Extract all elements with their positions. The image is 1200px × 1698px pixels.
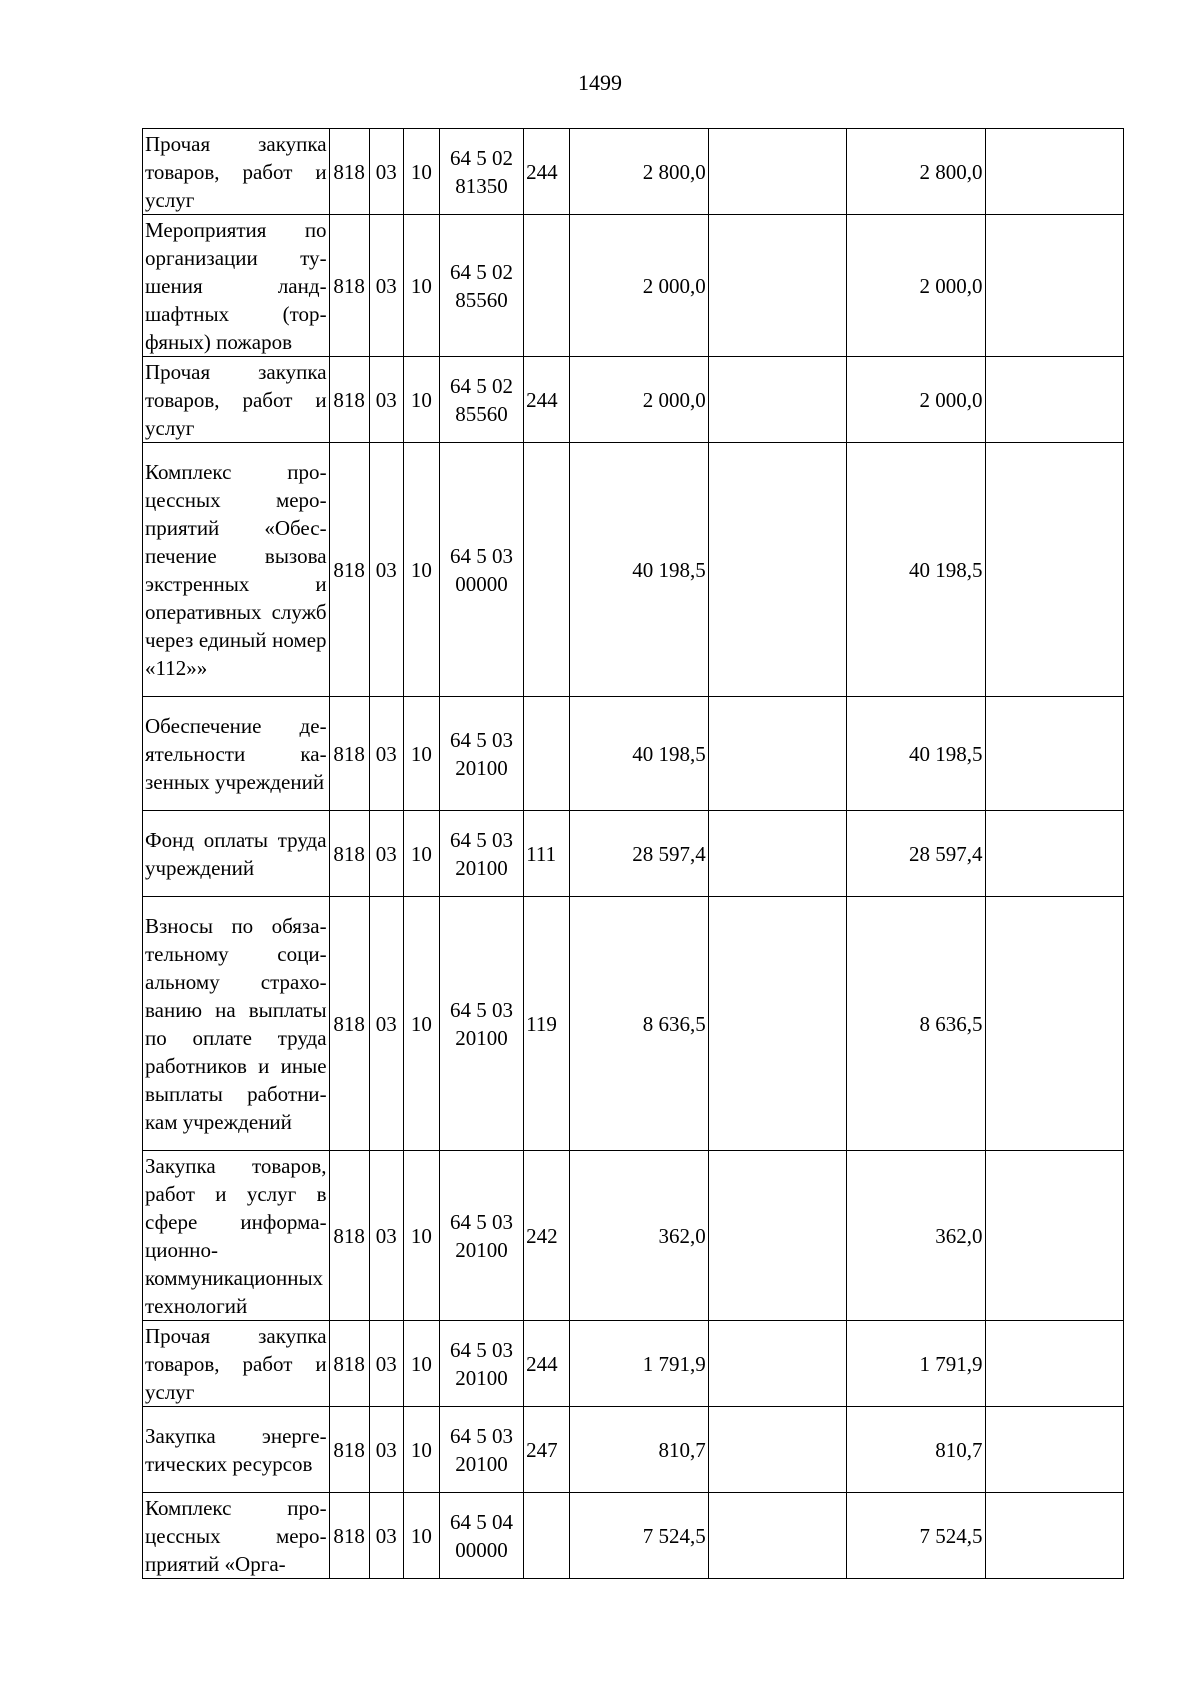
amount-cell	[985, 1407, 1123, 1493]
amount-cell: 28 597,4	[570, 811, 708, 897]
expense-type-code: 242	[524, 1151, 570, 1321]
amount-cell: 2 000,0	[847, 357, 985, 443]
expense-type-code	[524, 215, 570, 357]
item-name: Фонд оплаты труда учреждений	[143, 811, 330, 897]
expense-type-code: 247	[524, 1407, 570, 1493]
table-row	[143, 811, 1124, 897]
amount-cell	[985, 1493, 1123, 1579]
expense-type-code: 111	[524, 811, 570, 897]
target-article-code: 64 5 03 20100	[439, 1321, 523, 1407]
amount-cell	[708, 1321, 846, 1407]
target-article-code: 64 5 03 00000	[439, 443, 523, 697]
amount-cell	[985, 697, 1123, 811]
table-row	[143, 1321, 1124, 1407]
target-article-code: 64 5 03 20100	[439, 1407, 523, 1493]
subsection-code: 10	[403, 697, 439, 811]
expense-type-code: 244	[524, 357, 570, 443]
amount-cell	[985, 811, 1123, 897]
amount-cell: 40 198,5	[847, 697, 985, 811]
section-code: 03	[369, 1151, 403, 1321]
table-row	[143, 443, 1124, 697]
amount-cell: 362,0	[570, 1151, 708, 1321]
amount-cell: 1 791,9	[847, 1321, 985, 1407]
section-code: 03	[369, 1493, 403, 1579]
grbs-code: 818	[329, 897, 369, 1151]
amount-cell	[985, 215, 1123, 357]
item-name: Комплекс процессных мероприятий «Орга-	[143, 1493, 330, 1579]
amount-cell	[985, 357, 1123, 443]
grbs-code: 818	[329, 1493, 369, 1579]
amount-cell	[985, 443, 1123, 697]
item-name: Прочая закупка товаров, работ и услуг	[143, 1321, 330, 1407]
amount-cell	[708, 697, 846, 811]
item-name: Прочая закупка товаров, работ и услуг	[143, 129, 330, 215]
target-article-code: 64 5 02 85560	[439, 357, 523, 443]
table-row	[143, 1407, 1124, 1493]
subsection-code: 10	[403, 357, 439, 443]
table-row	[143, 897, 1124, 1151]
table-row	[143, 1493, 1124, 1579]
section-code: 03	[369, 811, 403, 897]
subsection-code: 10	[403, 215, 439, 357]
amount-cell: 2 000,0	[847, 215, 985, 357]
amount-cell: 810,7	[570, 1407, 708, 1493]
section-code: 03	[369, 357, 403, 443]
target-article-code: 64 5 02 81350	[439, 129, 523, 215]
item-name: Взносы по обязательному социальному страхованию на выплаты по оплате труда работников и иные выплаты работникам учреждений	[143, 897, 330, 1151]
item-name: Мероприятия по организации тушения ландшафтных (торфяных) пожаров	[143, 215, 330, 357]
grbs-code: 818	[329, 811, 369, 897]
grbs-code: 818	[329, 1407, 369, 1493]
grbs-code: 818	[329, 1151, 369, 1321]
amount-cell	[708, 129, 846, 215]
item-name: Прочая закупка товаров, работ и услуг	[143, 357, 330, 443]
amount-cell: 40 198,5	[847, 443, 985, 697]
section-code: 03	[369, 443, 403, 697]
expense-type-code	[524, 697, 570, 811]
section-code: 03	[369, 1407, 403, 1493]
expense-type-code: 244	[524, 1321, 570, 1407]
subsection-code: 10	[403, 811, 439, 897]
amount-cell	[708, 215, 846, 357]
subsection-code: 10	[403, 1321, 439, 1407]
table-row	[143, 215, 1124, 357]
section-code: 03	[369, 129, 403, 215]
amount-cell	[708, 811, 846, 897]
target-article-code: 64 5 03 20100	[439, 811, 523, 897]
amount-cell: 40 198,5	[570, 443, 708, 697]
amount-cell	[985, 129, 1123, 215]
table-row	[143, 357, 1124, 443]
subsection-code: 10	[403, 129, 439, 215]
target-article-code: 64 5 03 20100	[439, 697, 523, 811]
subsection-code: 10	[403, 1407, 439, 1493]
table-row	[143, 697, 1124, 811]
amount-cell	[985, 1151, 1123, 1321]
amount-cell	[708, 1493, 846, 1579]
section-code: 03	[369, 697, 403, 811]
amount-cell: 2 800,0	[570, 129, 708, 215]
grbs-code: 818	[329, 443, 369, 697]
amount-cell: 7 524,5	[570, 1493, 708, 1579]
section-code: 03	[369, 897, 403, 1151]
grbs-code: 818	[329, 697, 369, 811]
amount-cell	[985, 897, 1123, 1151]
amount-cell: 28 597,4	[847, 811, 985, 897]
expense-type-code	[524, 1493, 570, 1579]
target-article-code: 64 5 03 20100	[439, 897, 523, 1151]
budget-table	[142, 128, 1124, 1579]
amount-cell: 1 791,9	[570, 1321, 708, 1407]
target-article-code: 64 5 04 00000	[439, 1493, 523, 1579]
page-number: 1499	[578, 70, 622, 95]
amount-cell: 8 636,5	[847, 897, 985, 1151]
amount-cell	[708, 897, 846, 1151]
subsection-code: 10	[403, 443, 439, 697]
amount-cell: 8 636,5	[570, 897, 708, 1151]
grbs-code: 818	[329, 1321, 369, 1407]
expense-type-code: 119	[524, 897, 570, 1151]
table-row	[143, 129, 1124, 215]
amount-cell: 362,0	[847, 1151, 985, 1321]
amount-cell: 40 198,5	[570, 697, 708, 811]
amount-cell	[708, 1151, 846, 1321]
expense-type-code: 244	[524, 129, 570, 215]
amount-cell	[708, 357, 846, 443]
grbs-code: 818	[329, 129, 369, 215]
amount-cell: 2 000,0	[570, 357, 708, 443]
amount-cell	[985, 1321, 1123, 1407]
section-code: 03	[369, 1321, 403, 1407]
item-name: Комплекс процессных мероприятий «Обеспечение вызова экстренных и оперативных служб через единый номер «112»»	[143, 443, 330, 697]
subsection-code: 10	[403, 1151, 439, 1321]
grbs-code: 818	[329, 357, 369, 443]
target-article-code: 64 5 02 85560	[439, 215, 523, 357]
subsection-code: 10	[403, 897, 439, 1151]
item-name: Закупка товаров, работ и услуг в сфере информационно-коммуникационных технологий	[143, 1151, 330, 1321]
subsection-code: 10	[403, 1493, 439, 1579]
item-name: Обеспечение деятельности казенных учреждений	[143, 697, 330, 811]
table-row	[143, 1151, 1124, 1321]
amount-cell	[708, 443, 846, 697]
amount-cell: 2 800,0	[847, 129, 985, 215]
amount-cell: 2 000,0	[570, 215, 708, 357]
target-article-code: 64 5 03 20100	[439, 1151, 523, 1321]
section-code: 03	[369, 215, 403, 357]
grbs-code: 818	[329, 215, 369, 357]
amount-cell	[708, 1407, 846, 1493]
expense-type-code	[524, 443, 570, 697]
amount-cell: 810,7	[847, 1407, 985, 1493]
amount-cell: 7 524,5	[847, 1493, 985, 1579]
item-name: Закупка энергетических ресурсов	[143, 1407, 330, 1493]
